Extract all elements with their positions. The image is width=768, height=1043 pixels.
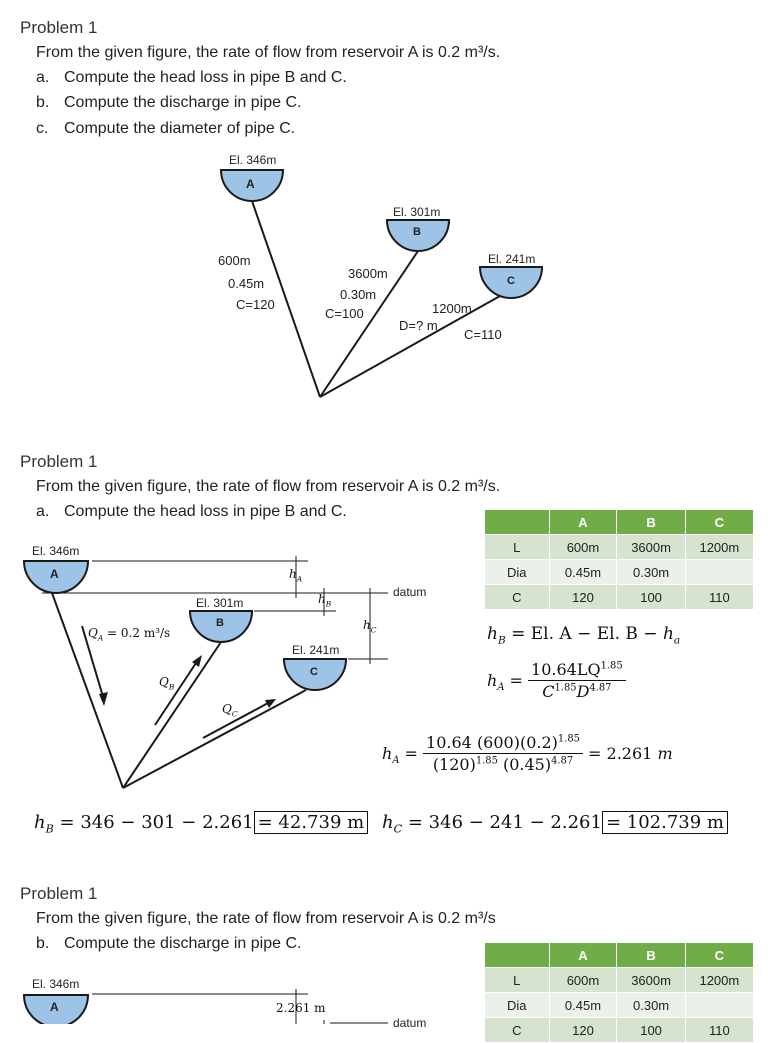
fig2-hb-label: $h_B$ (318, 592, 332, 609)
fig2-qb-label: $Q_B$ (159, 675, 175, 692)
fig1-elevation-c: El. 241m (488, 252, 536, 266)
hc-answer-box: = 102.739 m (602, 811, 728, 834)
table-cell: 120 (549, 585, 617, 610)
table-header-a: A (549, 510, 617, 535)
table-cell: Dia (485, 993, 550, 1018)
fig1-pipe-c-diameter: D=? m (399, 318, 438, 333)
table-cell: L (485, 535, 550, 560)
table-cell: 3600m (617, 535, 685, 560)
section1-item-a-text: Compute the head loss in pipe B and C. (64, 69, 347, 86)
fig2-qc-label: $Q_C$ (222, 702, 238, 719)
fig1-pipe-b-diameter: 0.30m (340, 287, 377, 302)
section1-intro: From the given figure, the rate of flow from reservoir A is 0.2 m³/s. (36, 44, 501, 61)
fig1-pipe-a-length: 600m (218, 253, 251, 268)
section2-intro: From the given figure, the rate of flow from reservoir A is 0.2 m³/s. (36, 478, 501, 495)
fig3-datum-label: datum (393, 1016, 427, 1030)
table-cell: 0.30m (617, 993, 685, 1018)
equation-hb-result: $h_B = 346 - 301 - 2.261 = 42.739$ m (34, 812, 368, 833)
fig1-reservoir-a-label: A (246, 177, 255, 191)
section1-item-c-text: Compute the diameter of pipe C. (64, 120, 296, 137)
fig1-pipe-b-length: 3600m (348, 266, 388, 281)
fig1-elevation-b: El. 301m (393, 205, 441, 219)
fig1-pipe-a-diameter: 0.45m (228, 276, 265, 291)
section1-item-a-letter: a. (36, 69, 50, 86)
table2-header-c: C (685, 943, 753, 968)
fig3-elevation-a: El. 346m (32, 977, 80, 991)
section2-item-a-text: Compute the head loss in pipe B and C. (64, 503, 347, 520)
table-cell: 600m (549, 535, 617, 560)
fig2-elevation-c: El. 241m (292, 643, 340, 657)
section1-heading: Problem 1 (20, 18, 98, 37)
table-cell: 110 (685, 585, 753, 610)
fig1-pipe-c-coef: C=110 (464, 327, 502, 342)
section3-item-b-letter: b. (36, 935, 50, 952)
table-cell: 1200m (685, 535, 753, 560)
section3-heading: Problem 1 (20, 884, 98, 903)
fig1-elevation-a: El. 346m (229, 153, 277, 167)
table-header-b: B (617, 510, 685, 535)
fig1-pipe-b-coef: C=100 (325, 306, 364, 321)
fig3-ha-value: 2.261 m (276, 1001, 326, 1015)
equation-ha-general: $h_A$ = $\frac{10.64LQ^{1.85}}{C^{1.85}D^{4.87}}$ (487, 660, 626, 701)
fig2-ha-label: $h_A$ (289, 567, 303, 584)
section1-item-c-letter: c. (36, 120, 49, 137)
table-cell: 0.30m (617, 560, 685, 585)
table-cell: L (485, 968, 550, 993)
section3-intro: From the given figure, the rate of flow from reservoir A is 0.2 m³/s (36, 910, 496, 927)
section3-item-b-text: Compute the discharge in pipe C. (64, 935, 302, 952)
table-cell: 3600m (617, 968, 685, 993)
fig2-reservoir-b-label: B (216, 617, 224, 629)
section2-item-a-letter: a. (36, 503, 50, 520)
table-cell: 0.45m (549, 560, 617, 585)
fig2-hc-label: $h_C$ (363, 618, 377, 635)
fig1-pipe-c-length: 1200m (432, 301, 472, 316)
table-cell: 100 (617, 1018, 685, 1043)
equation-hc-result: $h_C = 346 - 241 - 2.261 = 102.739$ m (382, 812, 728, 833)
fig2-reservoir-a-label: A (50, 567, 59, 581)
fig2-elevation-b: El. 301m (196, 596, 244, 610)
section1-item-b-letter: b. (36, 94, 50, 111)
fig1-reservoir-c-label: C (507, 275, 515, 287)
table-cell: Dia (485, 560, 550, 585)
fig1-reservoir-b-label: B (413, 226, 421, 238)
table-cell: C (485, 1018, 550, 1043)
table-header-c: C (685, 510, 753, 535)
table-cell: 600m (549, 968, 617, 993)
table2-header-b: B (617, 943, 685, 968)
table-cell: 100 (617, 585, 685, 610)
fig2-elevation-a: El. 346m (32, 544, 80, 558)
section2-heading: Problem 1 (20, 452, 98, 471)
table-cell: C (485, 585, 550, 610)
hb-answer-box: = 42.739 m (254, 811, 369, 834)
table-cell: 110 (685, 1018, 753, 1043)
fig2-datum-label: datum (393, 585, 427, 599)
table-cell: 1200m (685, 968, 753, 993)
fig3-reservoir-a-label: A (50, 1000, 59, 1014)
equation-ha-calculation: $h_A$ = $\frac{10.64 (600)(0.2)^{1.85}}{(120)^{1.85} (0.45)^{4.87}}$ = 2.261 m (382, 733, 673, 774)
table-cell: 120 (549, 1018, 617, 1043)
table2-header-a: A (549, 943, 617, 968)
table-cell: 0.45m (549, 993, 617, 1018)
equation-hb-definition: $h_B = El$. A − El. $B - h_a$ (487, 624, 681, 647)
fig2-reservoir-c-label: C (310, 666, 318, 678)
fig1-pipe-a-coef: C=120 (236, 297, 275, 312)
section1-item-b-text: Compute the discharge in pipe C. (64, 94, 302, 111)
fig2-qa-label: $Q_A = 0.2$ m³/s (88, 626, 171, 643)
